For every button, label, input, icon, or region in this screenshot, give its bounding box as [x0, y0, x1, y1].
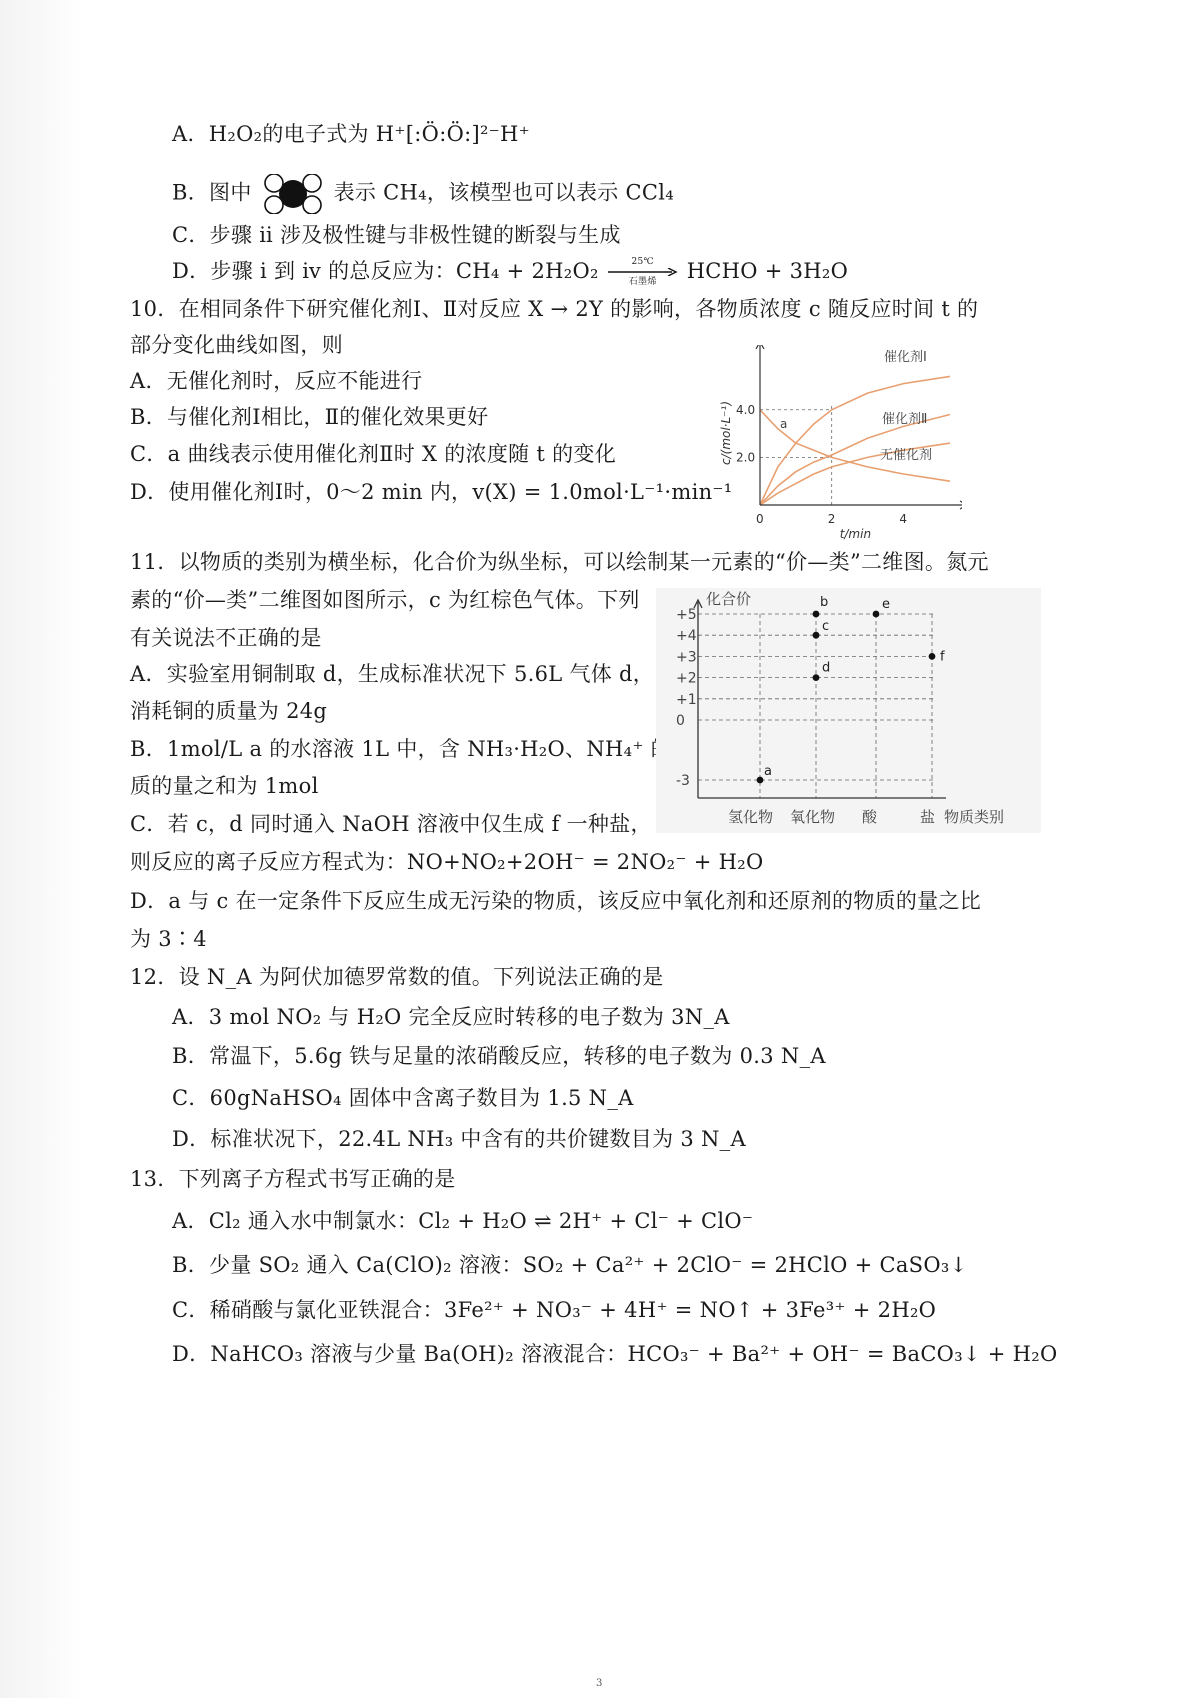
q12-stem: 12．设 N_A 为阿伏加德罗常数的值。下列说法正确的是: [130, 965, 664, 989]
q11-option-a-line1: A．实验室用铜制取 d，生成标准状况下 5.6L 气体 d，: [130, 662, 655, 686]
q11-option-b-line1: B．1mol/L a 的水溶液 1L 中，含 NH₃·H₂O、NH₄⁺ 的物: [130, 737, 694, 761]
point-b: [813, 611, 820, 618]
y-tick-+3: +3: [676, 649, 697, 666]
q10-stem-line1: 10．在相同条件下研究催化剂Ⅰ、Ⅱ对反应 X → 2Y 的影响，各物质浓度 c 随反应时间 t 的: [130, 297, 979, 321]
series-label-3: 无催化剂: [880, 448, 933, 463]
y-tick-+1: +1: [676, 691, 697, 708]
q11-stem-line1: 11．以物质的类别为横坐标，化合价为纵坐标，可以绘制某一元素的“价—类”二维图。氮元: [130, 550, 989, 574]
q11-option-d-line2: 为 3∶4: [130, 927, 207, 951]
reaction-condition-temp: 25℃: [631, 256, 654, 267]
y-axis-label: 化合价: [706, 590, 752, 608]
q11-stem-line3: 有关说法不正确的是: [130, 626, 322, 650]
q13-option-a: A．Cl₂ 通入水中制氯水：Cl₂ + H₂O ⇌ 2H⁺ + Cl⁻ + ClO⁻: [172, 1209, 754, 1233]
q13-option-b: B．少量 SO₂ 通入 Ca(ClO)₂ 溶液：SO₂ + Ca²⁺ + 2ClO⁻ = 2HClO + CaSO₃↓: [172, 1253, 968, 1277]
point-f: [929, 653, 936, 660]
q9-option-d-lhs: D．步骤 ⅰ 到 ⅳ 的总反应为：CH₄ + 2H₂O₂: [172, 259, 599, 283]
q12-option-c: C．60gNaHSO₄ 固体中含离子数目为 1.5 N_A: [172, 1086, 634, 1110]
series-label-4: a: [780, 417, 788, 431]
q10-option-a: A．无催化剂时，反应不能进行: [130, 369, 423, 393]
y-tick-+4: +4: [676, 628, 697, 645]
q13-option-d: D．NaHCO₃ 溶液与少量 Ba(OH)₂ 溶液混合：HCO₃⁻ + Ba²⁺ + OH⁻ = BaCO₃↓ + H₂O: [172, 1342, 1058, 1366]
x-category-酸: 酸: [862, 808, 878, 826]
y-tick-+2: +2: [676, 670, 697, 687]
y-tick-4.0: 4.0: [736, 402, 756, 417]
q10-stem-line2: 部分变化曲线如图，则: [130, 333, 343, 357]
q13-stem: 13．下列离子方程式书写正确的是: [130, 1167, 456, 1191]
q10-option-c: C．a 曲线表示使用催化剂Ⅱ时 X 的浓度随 t 的变化: [130, 442, 617, 466]
q9-option-b-suffix: 表示 CH₄，该模型也可以表示 CCl₄: [333, 180, 675, 205]
point-label-e: e: [882, 597, 890, 612]
q10-option-b: B．与催化剂Ⅰ相比，Ⅱ的催化效果更好: [130, 405, 489, 429]
x-category-氧化物: 氧化物: [790, 808, 836, 826]
q13-option-c: C．稀硝酸与氯化亚铁混合：3Fe²⁺ + NO₃⁻ + 4H⁺ = NO↑ + 3Fe³⁺ + 2H₂O: [172, 1298, 937, 1322]
q12-option-a: A．3 mol NO₂ 与 H₂O 完全反应时转移的电子数为 3N_A: [172, 1005, 730, 1029]
x-category-盐: 盐: [920, 808, 936, 826]
q9-option-a: A．H₂O₂的电子式为 H⁺[:Ö:Ö:]²⁻H⁺: [172, 122, 531, 146]
y-axis-label: c/(mol·L⁻¹): [719, 400, 733, 465]
q10-option-d: D．使用催化剂Ⅰ时，0～2 min 内，v(X) = 1.0mol·L⁻¹·min⁻¹: [130, 480, 733, 504]
q11-option-a-line2: 消耗铜的质量为 24g: [130, 699, 328, 723]
y-tick--3: -3: [676, 773, 690, 789]
q9-option-c: C．步骤 ⅱ 涉及极性键与非极性键的断裂与生成: [172, 223, 621, 247]
q12-option-b: B．常温下，5.6g 铁与足量的浓硝酸反应，转移的电子数为 0.3 N_A: [172, 1044, 826, 1068]
curve-1: [760, 376, 950, 505]
q11-option-c-line1: C．若 c，d 同时通入 NaOH 溶液中仅生成 f 一种盐，: [130, 812, 652, 836]
q10-concentration-chart: [692, 345, 962, 540]
q9-option-b: [172, 174, 674, 214]
series-label-2: 催化剂Ⅱ: [882, 412, 928, 427]
arrow-right-icon: [608, 268, 678, 276]
x-tick-4: 4: [899, 512, 908, 526]
q11-stem-line2: 素的“价—类”二维图如图所示，c 为红棕色气体。下列: [130, 588, 640, 612]
point-label-c: c: [822, 619, 830, 635]
reaction-condition-catalyst: 石墨烯: [628, 276, 657, 287]
x-tick-0: 0: [756, 512, 764, 526]
q9-option-d-rhs: HCHO + 3H₂O: [686, 259, 849, 283]
x-tick-2: 2: [827, 512, 836, 526]
q12-option-d: D．标准状况下，22.4L NH₃ 中含有的共价键数目为 3 N_A: [172, 1127, 746, 1151]
page-number: 3: [596, 1678, 603, 1689]
point-e: [873, 611, 880, 618]
q9-option-d: [172, 257, 848, 286]
q11-option-b-line2: 质的量之和为 1mol: [130, 774, 319, 798]
x-axis-label: 物质类别: [944, 808, 1005, 826]
q11-option-c-line2: 则反应的离子反应方程式为：NO+NO₂+2OH⁻ = 2NO₂⁻ + H₂O: [130, 850, 764, 874]
point-label-b: b: [820, 595, 829, 610]
q11-valence-class-chart: [656, 588, 1041, 833]
point-a: [757, 777, 764, 784]
page-margin-shadow: [0, 0, 84, 1698]
point-label-a: a: [764, 764, 772, 779]
y-tick-0: 0: [676, 713, 685, 729]
point-label-d: d: [822, 660, 831, 676]
x-axis-label: t/min: [839, 527, 872, 540]
point-c: [813, 632, 820, 639]
point-d: [813, 674, 820, 681]
point-label-f: f: [940, 649, 945, 665]
y-tick-+5: +5: [676, 607, 697, 623]
reaction-arrow: [608, 256, 678, 287]
q11-option-d-line1: D．a 与 c 在一定条件下反应生成无污染的物质，该反应中氧化剂和还原剂的物质的量之比: [130, 889, 982, 913]
series-label-1: 催化剂Ⅰ: [884, 350, 927, 365]
q9-option-b-prefix: B．图中: [172, 180, 252, 205]
x-category-氢化物: 氢化物: [728, 808, 774, 826]
y-tick-2.0: 2.0: [736, 450, 756, 465]
ch4-model-icon: [261, 174, 325, 214]
